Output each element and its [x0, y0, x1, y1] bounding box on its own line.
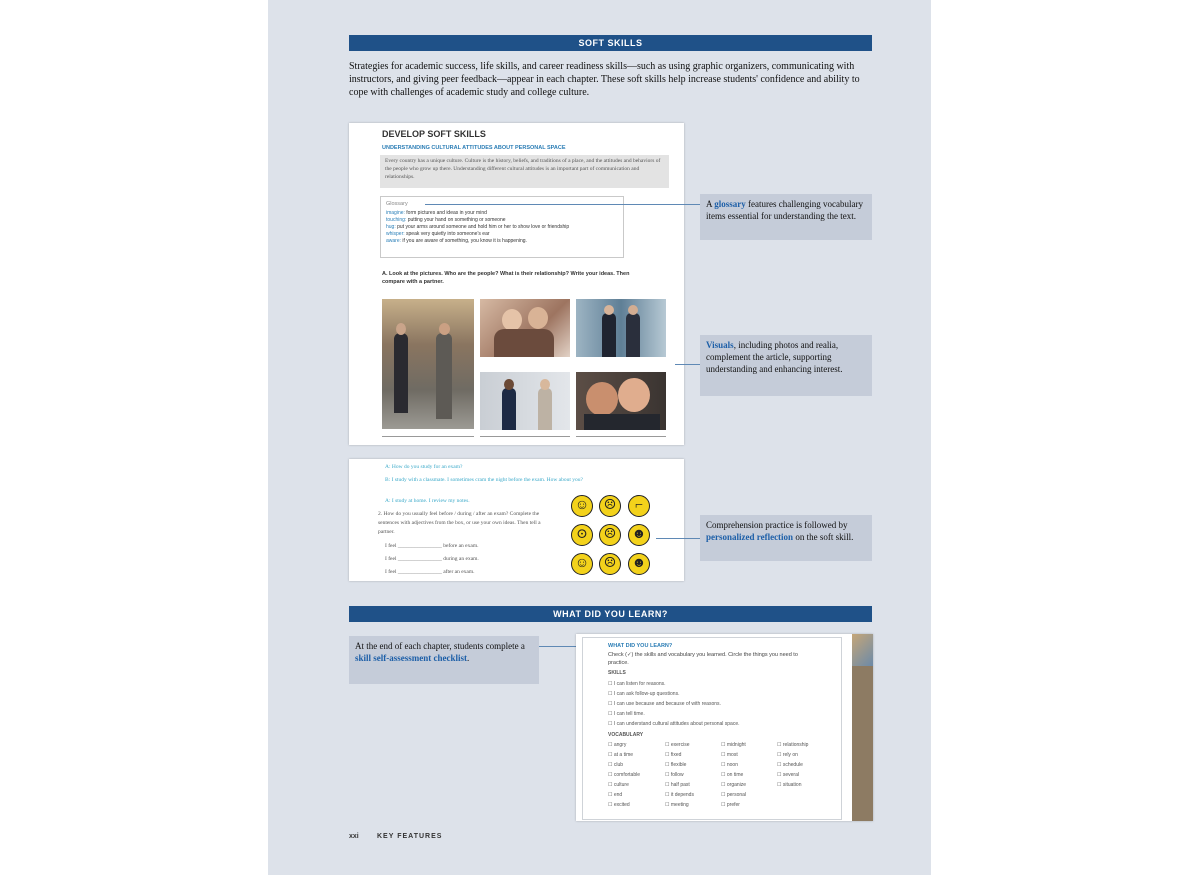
glossary-entry: aware: if you are aware of something, you know it is happening. — [386, 238, 527, 244]
vocab-column — [777, 740, 808, 790]
connector-line — [675, 364, 700, 365]
vocab-checkbox-item[interactable]: ☐ on time — [721, 772, 744, 778]
vocabulary-label: VOCABULARY — [608, 732, 644, 738]
vocab-checkbox-item[interactable]: ☐ club — [608, 762, 624, 768]
laughing-face-icon: ☻ — [628, 553, 650, 575]
skill-checkbox-item[interactable]: ☐ I can use because and because of with reasons. — [608, 701, 721, 707]
dialog-line: B: I study with a classmate. I sometimes cram the night before the exam. How about you? — [385, 477, 583, 483]
vocab-checkbox-item[interactable]: ☐ exercise — [665, 742, 690, 748]
photo-two-men-smiling — [576, 372, 666, 430]
vocab-checkbox-item[interactable]: ☐ several — [777, 772, 799, 778]
callout-checklist: At the end of each chapter, students complete a skill self-assessment checklist. — [349, 636, 539, 684]
vocab-checkbox-item[interactable]: ☐ most — [721, 752, 738, 758]
vocab-column — [665, 740, 694, 810]
photo-handshake-business — [576, 299, 666, 357]
skill-checkbox-item[interactable]: ☐ I can tell time. — [608, 711, 645, 717]
neutral-face-icon: ⌐ — [628, 495, 650, 517]
vocab-checkbox-item[interactable]: ☐ culture — [608, 782, 629, 788]
callout-reflection: Comprehension practice is followed by personalized reflection on the soft skill. — [700, 515, 872, 561]
intro-paragraph: Strategies for academic success, life skills, and career readiness skills—such as using graphic organizers, communicating with instructors, and giving peer feedback—appear in each chapter. These soft skills help increase students' confidence and ability to cope with challenges of academic study and college culture. — [349, 61, 860, 98]
vocab-checkbox-item[interactable]: ☐ noon — [721, 762, 738, 768]
vocab-checkbox-item[interactable]: ☐ end — [608, 792, 623, 798]
worried-face-icon: ☹ — [599, 524, 621, 546]
develop-soft-skills-card — [349, 123, 684, 445]
connector-line — [656, 538, 700, 539]
glossary-entry: hug: put your arms around someone and hold him or her to show love or friendship — [386, 224, 570, 230]
winking-face-icon: ☻ — [628, 524, 650, 546]
exercise-dialog-card — [349, 459, 684, 581]
vocab-checkbox-item[interactable]: ☐ personal — [721, 792, 747, 798]
photo-women-greeting — [480, 372, 570, 430]
vocab-checkbox-item[interactable]: ☐ schedule — [777, 762, 803, 768]
callout-visuals: Visuals, including photos and realia, complement the article, supporting understanding and enhancing interest. — [700, 335, 872, 396]
card-title: DEVELOP SOFT SKILLS — [382, 129, 486, 139]
vocab-checkbox-item[interactable]: ☐ midnight — [721, 742, 746, 748]
vocab-checkbox-item[interactable]: ☐ rely on — [777, 752, 798, 758]
fill-sentence: I feel ________________ during an exam. — [385, 556, 479, 562]
glossary-entry: imagine: form pictures and ideas in your mind — [386, 210, 487, 216]
write-line — [480, 436, 570, 437]
vocab-column — [608, 740, 640, 810]
glossary-entry: whisper: speak very quietly into someone's ear — [386, 231, 490, 237]
soft-skills-banner: SOFT SKILLS — [349, 35, 872, 51]
write-line — [382, 436, 474, 437]
vocab-checkbox-item[interactable]: ☐ excited — [608, 802, 630, 808]
dialog-line: A: How do you study for an exam? — [385, 464, 463, 470]
photo-two-friends-hugging — [480, 299, 570, 357]
skill-checkbox-item[interactable]: ☐ I can listen for reasons. — [608, 681, 666, 687]
vocab-checkbox-item[interactable]: ☐ follow — [665, 772, 684, 778]
glossary-title: Glossary — [386, 201, 408, 207]
exercise-2: 2. How do you usually feel before / during / after an exam? Complete the sentences with adjectives from the box, or use your own ideas. Then tell a partner. — [378, 511, 541, 535]
exercise-a: A. Look at the pictures. Who are the people? What is their relationship? Write your ideas. Then compare with a partner. — [382, 271, 630, 285]
checklist-instructions: Check (✓) the skills and vocabulary you learned. Circle the things you need to practice. — [608, 652, 798, 666]
vocab-checkbox-item[interactable]: ☐ organize — [721, 782, 747, 788]
checklist-card — [576, 634, 873, 821]
vocab-checkbox-item[interactable]: ☐ flexible — [665, 762, 687, 768]
dialog-line: A: I study at home. I review my notes. — [385, 498, 470, 504]
surprised-face-icon: ⊙ — [571, 524, 593, 546]
page-number: xxi — [349, 833, 359, 840]
footer-section-label: KEY FEATURES — [377, 833, 443, 840]
vocab-checkbox-item[interactable]: ☐ meeting — [665, 802, 689, 808]
sad-face-icon: ☹ — [599, 495, 621, 517]
card-subtitle: UNDERSTANDING CULTURAL ATTITUDES ABOUT PERSONAL SPACE — [382, 145, 566, 151]
fill-sentence: I feel ________________ after an exam. — [385, 569, 475, 575]
grinning-face-icon: ☺ — [571, 553, 593, 575]
vocab-checkbox-item[interactable]: ☐ comfortable — [608, 772, 640, 778]
vocab-checkbox-item[interactable]: ☐ relationship — [777, 742, 809, 748]
confused-face-icon: ☹ — [599, 553, 621, 575]
vocab-checkbox-item[interactable]: ☐ situation — [777, 782, 802, 788]
glossary-entry: touching: putting your hand on something or someone — [386, 217, 506, 223]
skills-list — [608, 679, 740, 729]
vocab-checkbox-item[interactable]: ☐ at a time — [608, 752, 634, 758]
callout-glossary: A glossary features challenging vocabulary items essential for understanding the text. — [700, 194, 872, 240]
what-did-you-learn-banner: WHAT DID YOU LEARN? — [349, 606, 872, 622]
page-edge-photo — [852, 634, 873, 666]
fill-sentence: I feel ________________ before an exam. — [385, 543, 479, 549]
write-line — [576, 436, 666, 437]
photo-two-people-hallway — [382, 299, 474, 429]
vocab-checkbox-item[interactable]: ☐ fixed — [665, 752, 682, 758]
skills-label: SKILLS — [608, 670, 626, 676]
glossary-box — [380, 196, 624, 258]
culture-paragraph: Every country has a unique culture. Culture is the history, beliefs, and traditions of a place, and the attitudes and behaviors of the people who grow up there. Understanding different cultural attitudes is an important part of communication and relationships. — [380, 155, 669, 188]
checklist-title: WHAT DID YOU LEARN? — [608, 643, 673, 649]
vocab-checkbox-item[interactable]: ☐ it depends — [665, 792, 694, 798]
connector-line — [425, 204, 700, 205]
vocab-checkbox-item[interactable]: ☐ half past — [665, 782, 690, 788]
vocab-checkbox-item[interactable]: ☐ angry — [608, 742, 627, 748]
vocab-checkbox-item[interactable]: ☐ prefer — [721, 802, 740, 808]
happy-face-icon: ☺ — [571, 495, 593, 517]
vocab-column — [721, 740, 746, 810]
skill-checkbox-item[interactable]: ☐ I can understand cultural attitudes about personal space. — [608, 721, 740, 727]
skill-checkbox-item[interactable]: ☐ I can ask follow-up questions. — [608, 691, 680, 697]
